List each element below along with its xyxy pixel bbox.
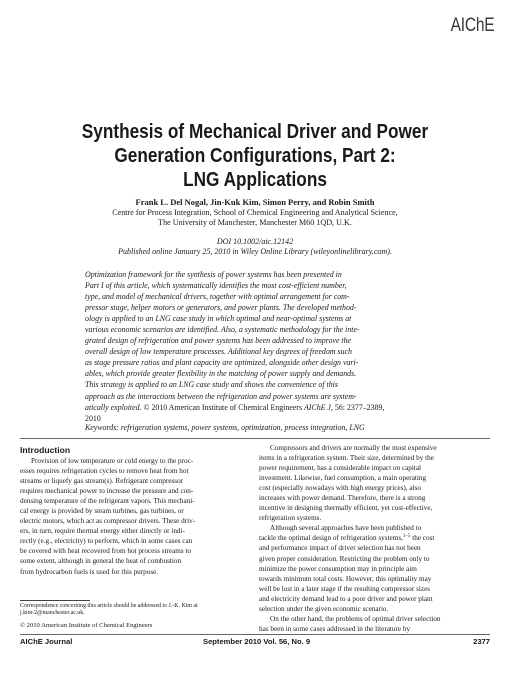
title-line: LNG Applications	[183, 168, 327, 191]
footnote-line: Correspondence concerning this article should be addressed to J.-K. Kim at	[20, 603, 198, 609]
footnote-divider	[20, 600, 90, 601]
body-line: given proper consideration. Restricting the problem only to	[259, 554, 430, 563]
body-line: from hydrocarbon fuels is used for this purpose.	[20, 567, 159, 576]
footnote	[20, 603, 198, 618]
published-line: Published online January 25, 2010 in Wiley Online Library (wileyonlinelibrary.com).	[118, 247, 392, 257]
affiliation	[40, 208, 470, 229]
abstract-line: ology is applied to an LNG case study in which optimal and near-optimal systems at	[85, 314, 352, 324]
affiliation-line: The University of Manchester, Manchester M60 1QD, U.K.	[158, 218, 352, 228]
body-line: streams or liquefy gas stream(s). Refrigerant compressor	[20, 477, 184, 486]
body-line: some extent, although in general the heat of combustion	[20, 557, 182, 566]
keywords	[85, 423, 365, 432]
affiliation-line: Centre for Process Integration, School of Chemical Engineering and Analytical Science,	[112, 208, 398, 217]
abstract-line: pressor stage, helper motors or generators, and power plants. The developed method-	[85, 303, 357, 313]
doi-line: DOI 10.1002/aic.12142	[216, 237, 294, 246]
abstract-line: as stage pressure ratios and plant capacity are optimized, alongside other design vari-	[85, 358, 359, 368]
body-line: refrigeration systems.	[259, 514, 322, 523]
body-line: rectly (e.g., electricity) to perform, which in some cases can	[20, 537, 193, 546]
body-line: On the other hand, the problems of optimal driver selection	[270, 614, 441, 623]
abstract-line: grated design of refrigeration and power systems has been addressed to improve the	[85, 336, 352, 346]
section-heading: Introduction	[20, 445, 71, 455]
body-line: esses requires refrigeration cycles to remove heat from hot	[20, 467, 189, 476]
article-title	[58, 120, 453, 192]
footer-divider	[20, 634, 490, 635]
abstract-line: approach as the interactions between the refrigeration and power systems are system-	[85, 391, 357, 401]
body-line: Compressors and drivers are normally the most expensive	[270, 444, 437, 452]
body-line: selection under the given economic scenario.	[259, 604, 389, 613]
body-line: ers, in turn, require thermal energy either directly or indi-	[20, 527, 185, 536]
body-line: and performance impact of driver selection has not been	[259, 544, 421, 553]
body-line: incentive in designing thermally efficient, yet cost-effective,	[259, 504, 433, 513]
body-line: has been in some cases addressed in the literature by	[259, 624, 411, 633]
abstract-citation: 56: 2377–2389,	[332, 402, 385, 412]
abstract-end-text: atically exploited.	[85, 402, 142, 412]
copyright-notice: © 2010 American Institute of Chemical Engineers	[20, 622, 153, 629]
page-number: 2377	[473, 637, 490, 646]
abstract-year: 2010	[85, 413, 101, 423]
body-line: be covered with heat recovered from hot process streams to	[20, 547, 192, 556]
body-line: items in a refrigeration system. Their size, determined by the	[259, 454, 434, 463]
body-text: the cost	[410, 534, 435, 543]
abstract-copyright: © 2010 American Institute of Chemical Engineers	[141, 402, 304, 412]
title-line: Generation Configurations, Part 2:	[114, 144, 396, 167]
abstract-line: This strategy is applied to an LNG case study and shows the convenience of this	[85, 380, 338, 390]
abstract-line: type, and model of mechanical drivers, together with optimal arrangement for com-	[85, 292, 350, 302]
keywords-label: Keywords:	[85, 423, 119, 432]
body-line: Although several approaches have been published to	[270, 524, 422, 533]
citation-ref[interactable]: 1–5	[402, 534, 411, 540]
body-text: tackle the optimal design of refrigeration systems,	[259, 534, 403, 543]
body-line: increases with power demand. Therefore, there is a strong	[259, 494, 426, 503]
keywords-text: refrigeration systems, power systems, optimization, process integration, LNG	[118, 423, 365, 432]
body-line	[259, 533, 490, 543]
abstract-journal: AIChE J,	[303, 402, 333, 412]
journal-logo: AIChE	[450, 15, 494, 36]
body-line: densing temperature of the refrigerant vapors. This mechani-	[20, 497, 195, 506]
body-line: cost (especially nowadays with high energy prices), also	[259, 484, 421, 493]
section-divider	[20, 438, 490, 439]
abstract-line	[85, 402, 427, 413]
body-line: and electricity demand lead to a poor driver and power plant	[259, 594, 433, 603]
author-list: Frank L. Del Nogal, Jin-Kuk Kim, Simon Perry, and Robin Smith	[135, 197, 375, 207]
abstract	[85, 269, 427, 424]
abstract-line: various economic scenarios are identified. Also, a systematic methodology for the inte-	[85, 325, 360, 335]
body-line: Provision of low temperature or cold energy to the proc-	[31, 457, 194, 465]
body-line: power requirement, has a considerable impact on capital	[259, 464, 422, 473]
body-line: minimize the power consumption may in principle aim	[259, 564, 417, 573]
abstract-line	[85, 413, 427, 424]
body-line: cal energy is provided by steam turbines, gas turbines, or	[20, 507, 184, 516]
body-line: electric motors, which act as compressor drivers. These driv-	[20, 517, 196, 526]
publication-info	[40, 237, 470, 258]
body-line: well be lost in a later stage if the resulting compressor sizes	[259, 584, 431, 593]
body-line: towards minimum total costs. However, this optimality may	[259, 574, 432, 583]
left-column	[20, 456, 245, 577]
right-column	[259, 443, 490, 634]
footnote-line[interactable]: j.kim-2@manchester.ac.uk.	[20, 610, 85, 617]
abstract-line: Optimization framework for the synthesis of power systems has been presented in	[85, 270, 342, 279]
abstract-line: ables, which provide greater flexibility in the matching of power supply and demands.	[85, 369, 357, 379]
body-line: requires mechanical power to increase the pressure and con-	[20, 487, 194, 496]
footer-journal: AIChE Journal	[20, 637, 73, 646]
title-line: Synthesis of Mechanical Driver and Power	[81, 120, 429, 143]
footer-issue: September 2010 Vol. 56, No. 9	[203, 637, 311, 646]
body-line: investment. Likewise, fuel consumption, a main operating	[259, 474, 427, 483]
abstract-line: Part I of this article, which systematically identifies the most cost-efficient number,	[85, 281, 347, 291]
abstract-line: overall design of low temperature processes. Additional key degrees of freedom such	[85, 347, 352, 357]
